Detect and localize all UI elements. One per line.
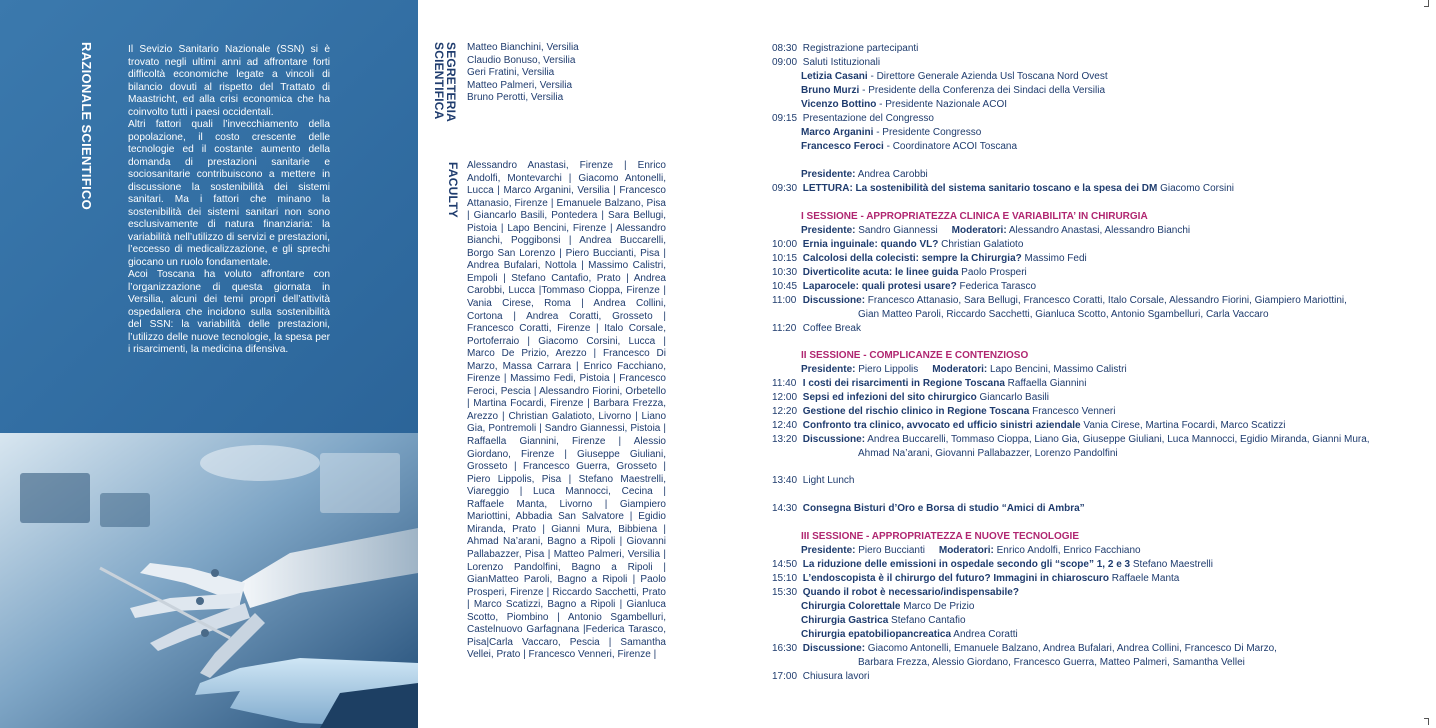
talk-title: L’endoscopista è il chirurgo del futuro? Immagini in chiaroscuro	[802, 573, 1109, 584]
programme-row	[772, 377, 1086, 390]
moderator-label: Moderatori:	[951, 225, 1007, 236]
speaker-name: Letizia Casani	[801, 71, 868, 82]
talk-title: La riduzione delle emissioni in ospedale secondo gli “scope” 1, 2 e 3	[802, 559, 1131, 570]
talk-title: Quando il robot è necessario/indispensabile?	[802, 587, 1019, 598]
time: 11:00	[772, 295, 797, 306]
discussion-label: Discussione:	[802, 434, 866, 445]
chair-name: Piero Lippolis	[855, 364, 919, 375]
time: 08:30	[772, 43, 798, 54]
time: 10:45	[772, 281, 798, 292]
talk-speaker: Federica Tarasco	[956, 281, 1037, 292]
programme-row	[772, 391, 1049, 404]
faculty-list: Alessandro Anastasi, Firenze | Enrico Andolfi, Montevarchi | Giacomo Antonelli, Lucca | Marco Arganini, Versilia | Francesco Attanasio, Firenze | Emanuele Balzano, Pisa | Giancarlo Basili, Pontedera | Sara Bellugi, Pistoia | Lapo Bencini, Firenze | Alessandro Bianchi, Poggibonsi | Andrea Buccarelli, Borgo San Lorenzo | Piero Buccianti, Pisa | Andrea Bufalari, Nottola | Massimo Calistri, Empoli | Stefano Cantafio, Prato | Andrea Carobbi, Lucca |Tommaso Cioppa, Firenze | Vania Cirese, Roma | Andrea Collini, Cortona | Andrea Coratti, Grosseto | Francesco Coratti, Firenze | Italo Corsale, Portoferraio | Giacomo Corsini, Lucca | Marco De Prizio, Arezzo | Francesco Di Marzo, Massa Carrara | Enrico Facchiano, Firenze | Massimo Fedi, Pistoia | Francesco Feroci, Pescia | Alessandro Fiorini, Orbetello | Martina Focardi, Firenze | Barbara Frezza, Arezzo | Christian Galatioto, Livorno | Liano Gia, Pontremoli | Sandro Giannessi, Pistoia | Raffaella Giannini, Firenze | Alessio Giordano, Firenze | Giuseppe Giuliani, Grosseto | Francesco Guerra, Grosseto | Piero Lippolis, Pisa | Stefano Maestrelli, Viareggio | Luca Mannocci, Cecina | Raffaele Manta, Livorno | Giampiero Mariottini, Abbadia San Salvatore | Egidio Miranda, Prato | Gianni Mura, Bibbiena | Ahmad Na’arani, Bagno a Ripoli | Giovanni Pallabazzer, Pisa | Matteo Palmeri, Versilia | Lorenzo Pandolfini, Bagno a Ripoli | GianMatteo Paroli, Bagno a Ripoli | Paolo Prosperi, Firenze | Riccardo Sacchetti, Prato | Marco Scatizzi, Bagno a Ripoli | Gianluca Scotto, Piombino | Antonio Sgambelluri, Castelnuovo Garfagnana |Federica Tarasco, Pisa|Carla Vaccaro, Pescia | Samantha Vellei, Prato | Francesco Venneri, Firenze |	[467, 160, 666, 661]
session-title: I SESSIONE - APPROPRIATEZZA CLINICA E VARIABILITA’ IN CHIRURGIA	[801, 211, 1148, 222]
talk-speaker: Christian Galatioto	[938, 239, 1024, 250]
programme-row	[772, 112, 934, 125]
chair-label: Presidente:	[801, 169, 856, 180]
razionale-paragraph-1: Il Sevizio Sanitario Nazionale (SSN) si è trovato negli ultimi anni ad affrontare forti difficoltà economiche legate a vincoli di bilancio dovuti al rispetto del Trattato di Maastricht, ed alla crisi economica che ha coinvolto tutti i paesi occidentali.	[128, 44, 330, 118]
talk-speaker: Francesco Venneri	[1029, 406, 1116, 417]
programme-row	[772, 405, 1116, 418]
moderator-label: Moderatori:	[932, 364, 988, 375]
discussion-label: Discussione:	[802, 295, 866, 306]
talk-speaker: Andrea Coratti	[951, 629, 1018, 640]
programme-row	[772, 266, 1027, 279]
talk-speaker: Vania Cirese, Martina Focardi, Marco Scatizzi	[1080, 420, 1286, 431]
programme-row	[772, 642, 1277, 655]
programme-row	[772, 502, 1085, 515]
speaker-row	[801, 98, 1007, 111]
time: 10:30	[772, 267, 798, 278]
chair-label: Presidente:	[801, 225, 856, 236]
sub-talk-row	[801, 614, 966, 627]
time: 17:00	[772, 671, 798, 682]
programme-row	[772, 474, 855, 487]
speaker-name: Marco Arganini	[801, 127, 874, 138]
programme-row	[772, 433, 1370, 446]
speaker-row	[801, 84, 1105, 97]
faculty-title: FACULTY	[446, 162, 460, 218]
speaker-name: Francesco Feroci	[801, 141, 884, 152]
talk-title: Calcolosi della colecisti: sempre la Chirurgia?	[802, 253, 1022, 264]
time: 10:15	[772, 253, 798, 264]
programme-row	[772, 294, 1347, 307]
chair-row	[801, 168, 928, 181]
talk-title: Gestione del rischio clinico in Regione Toscana	[802, 406, 1030, 417]
talk-speaker: Giancarlo Basili	[976, 392, 1049, 403]
crop-mark-bottom	[1424, 718, 1429, 725]
speaker-role: - Coordinatore ACOI Toscana	[883, 141, 1018, 152]
segreteria-member: Matteo Bianchini, Versilia	[467, 42, 579, 53]
discussion-names: Andrea Buccarelli, Tommaso Cioppa, Liano Gia, Giuseppe Giuliani, Luca Mannocci, Egidio Miranda, Gianni Mura,	[865, 434, 1370, 445]
time: 16:30	[772, 643, 798, 654]
time: 15:10	[772, 573, 798, 584]
discussion-names: Francesco Attanasio, Sara Bellugi, Francesco Coratti, Italo Corsale, Alessandro Fiorini, Giampiero Mariottini,	[865, 295, 1347, 306]
time: 14:30	[772, 503, 798, 514]
talk-title: Chirurgia Colorettale	[801, 601, 901, 612]
programme-row	[772, 280, 1036, 293]
sub-talk-row	[801, 628, 1018, 641]
programme-row	[772, 322, 861, 335]
time: 13:40	[772, 475, 798, 486]
sub-talk-row	[801, 600, 974, 613]
time: 12:00	[772, 392, 798, 403]
event-text: Registrazione partecipanti	[802, 43, 919, 54]
talk-title: Confronto tra clinico, avvocato ed ufficio sinistri aziendale	[802, 420, 1081, 431]
talk-title: Laparocele: quali protesi usare?	[802, 281, 957, 292]
segreteria-member: Geri Fratini, Versilia	[467, 67, 555, 79]
talk-title: I costi dei risarcimenti in Regione Toscana	[802, 378, 1005, 389]
razionale-text	[128, 44, 330, 357]
talk-speaker: Giacomo Corsini	[1157, 183, 1235, 194]
time: 15:30	[772, 587, 798, 598]
time: 09:30	[772, 183, 798, 194]
segreteria-title-line-2: SCIENTIFICA	[432, 42, 446, 120]
programme-row	[772, 558, 1213, 571]
razionale-paragraph-3: Acoi Toscana ha voluto affrontare con l’organizzazione di questa giornata in Versilia, alcuni dei temi propri dell’attività ospedaliera che incidono sulla sostenibilità del SSN: la variabilità delle prestazioni, l’utilizzo delle nuove tecnologie, la spesa per i risarcimenti, la medicina difensiva.	[128, 269, 330, 355]
session-chairs	[801, 224, 1190, 237]
talk-title: Sepsi ed infezioni del sito chirurgico	[802, 392, 977, 403]
robot-hand-photo	[0, 433, 418, 728]
time: 12:20	[772, 406, 798, 417]
event-text: Consegna Bisturi d’Oro e Borsa di studio “Amici di Ambra”	[802, 503, 1085, 514]
time: 14:50	[772, 559, 798, 570]
speaker-role: - Direttore Generale Azienda Usl Toscana Nord Ovest	[867, 71, 1108, 82]
chair-name: Sandro Giannessi	[855, 225, 938, 236]
discussion-names-continued: Gian Matteo Paroli, Riccardo Sacchetti, Gianluca Scotto, Antonio Sgambelluri, Carla Vaccaro	[858, 309, 1269, 320]
talk-title: Chirurgia epatobiliopancreatica	[801, 629, 952, 640]
talk-speaker: Marco De Prizio	[900, 601, 975, 612]
segreteria-members	[467, 42, 579, 105]
speaker-name: Vicenzo Bottino	[801, 99, 877, 110]
programme-row	[772, 252, 1087, 265]
time: 12:40	[772, 420, 798, 431]
talk-speaker: Raffaella Giannini	[1004, 378, 1087, 389]
discussion-names-continued: Barbara Frezza, Alessio Giordano, Francesco Guerra, Matteo Palmeri, Samantha Vellei	[858, 657, 1245, 668]
programme-row	[772, 419, 1286, 432]
event-text: Light Lunch	[802, 475, 855, 486]
session-chairs	[801, 363, 1127, 376]
speaker-row	[801, 126, 981, 139]
chair-label: Presidente:	[801, 545, 856, 556]
time: 11:40	[772, 378, 797, 389]
talk-speaker: Stefano Maestrelli	[1130, 559, 1213, 570]
event-text: Coffee Break	[802, 323, 861, 334]
programme-row	[772, 586, 1019, 599]
chair-name: Andrea Carobbi	[855, 169, 928, 180]
segreteria-title-line-1: SEGRETERIA	[444, 42, 458, 123]
segreteria-heading	[432, 42, 458, 123]
programme-row	[772, 182, 1234, 195]
talk-speaker: Raffaele Manta	[1108, 573, 1180, 584]
crop-mark-top	[1424, 0, 1429, 7]
programme-row	[772, 42, 918, 55]
programme-row	[772, 238, 1023, 251]
robot-hand-illustration	[0, 433, 418, 728]
moderator-names: Alessandro Anastasi, Alessandro Bianchi	[1006, 225, 1191, 236]
discussion-names: Giacomo Antonelli, Emanuele Balzano, Andrea Bufalari, Andrea Collini, Francesco Di Marzo,	[865, 643, 1277, 654]
talk-title: Chirurgia Gastrica	[801, 615, 889, 626]
razionale-title: RAZIONALE SCIENTIFICO	[79, 42, 94, 211]
talk-title: LETTURA: La sostenibilità del sistema sanitario toscano e la spesa dei DM	[802, 183, 1158, 194]
time: 11:20	[772, 323, 797, 334]
moderator-label: Moderatori:	[938, 545, 994, 556]
discussion-names-continued: Ahmad Na’arani, Giovanni Pallabazzer, Lorenzo Pandolfini	[858, 448, 1118, 459]
speaker-name: Bruno Murzi	[801, 85, 860, 96]
talk-speaker: Massimo Fedi	[1021, 253, 1087, 264]
talk-speaker: Paolo Prosperi	[958, 267, 1027, 278]
speaker-row	[801, 140, 1017, 153]
programme-row	[772, 670, 869, 683]
time: 09:15	[772, 113, 798, 124]
programme-row	[772, 572, 1179, 585]
chair-label: Presidente:	[801, 364, 856, 375]
speaker-role: - Presidente Congresso	[873, 127, 982, 138]
speaker-role: - Presidente della Conferenza dei Sindaci della Versilia	[859, 85, 1106, 96]
discussion-label: Discussione:	[802, 643, 866, 654]
time: 09:00	[772, 57, 798, 68]
talk-title: Ernia inguinale: quando VL?	[802, 239, 939, 250]
razionale-paragraph-2: Altri fattori quali l’invecchiamento della popolazione, il costo crescente delle tecnologie ed il costante aumento della domanda di prestazioni sanitarie e sociosanitarie contribuiscono a mettere in discussione la sostenibilità dei sistemi sanitari. Ma i fattori che minano la sostenibilità dei sistemi sanitari non sono esclusivamente di natura finanziaria: la variabilità nell’utilizzo di servizi e prestazioni, l’eccesso di medicalizzazione, e gli sprechi giocano un ruolo fondamentale.	[128, 119, 330, 268]
event-text: Chiusura lavori	[802, 671, 870, 682]
event-text: Presentazione del Congresso	[802, 113, 934, 124]
moderator-names: Enrico Andolfi, Enrico Facchiano	[993, 545, 1141, 556]
moderator-names: Lapo Bencini, Massimo Calistri	[987, 364, 1127, 375]
left-panel	[0, 0, 418, 728]
segreteria-member: Claudio Bonuso, Versilia	[467, 54, 576, 66]
segreteria-member: Bruno Perotti, Versilia	[467, 92, 564, 104]
session-title: II SESSIONE - COMPLICANZE E CONTENZIOSO	[801, 350, 1029, 361]
session-chairs	[801, 544, 1141, 557]
speaker-row	[801, 70, 1108, 83]
time: 10:00	[772, 239, 798, 250]
chair-name: Piero Buccianti	[855, 545, 925, 556]
razionale-title-vertical	[78, 42, 98, 342]
session-title: III SESSIONE - APPROPRIATEZZA E NUOVE TECNOLOGIE	[801, 531, 1079, 542]
talk-speaker: Stefano Cantafio	[888, 615, 966, 626]
programme-row	[772, 56, 880, 69]
event-text: Saluti Istituzionali	[802, 57, 881, 68]
time: 13:20	[772, 434, 798, 445]
talk-title: Diverticolite acuta: le linee guida	[802, 267, 959, 278]
segreteria-member: Matteo Palmeri, Versilia	[467, 79, 573, 91]
speaker-role: - Presidente Nazionale ACOI	[876, 99, 1007, 110]
